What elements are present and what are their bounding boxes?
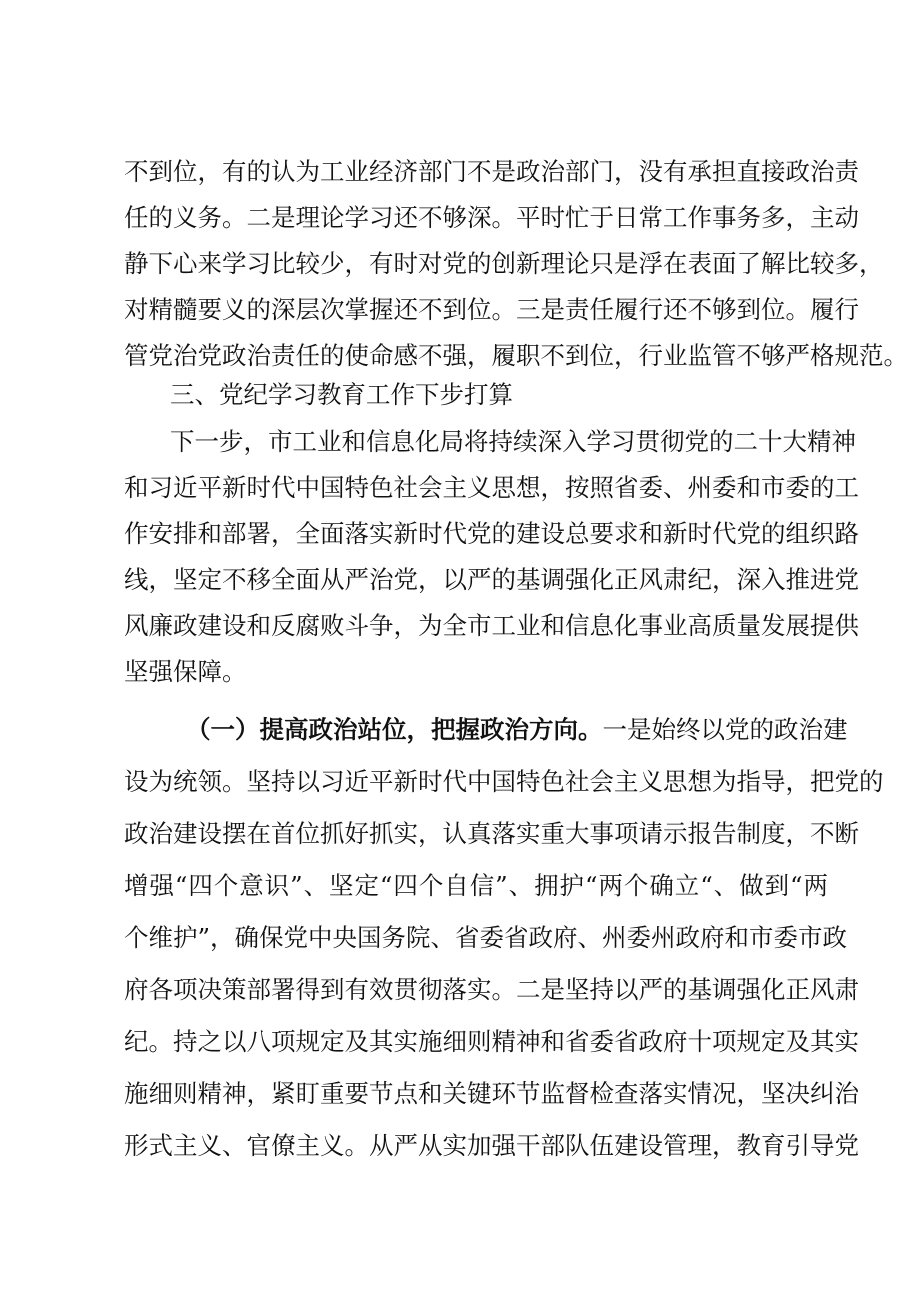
paragraph-line: 和习近平新时代中国特色社会主义思想，按照省委、州委和市委的工 bbox=[124, 473, 859, 502]
subsection-first-line-rest: 一是始终以党的政治建 bbox=[602, 715, 848, 744]
section-heading: 三、党纪学习教育工作下步打算 bbox=[170, 380, 513, 409]
paragraph-line: 风廉政建设和反腐败斗争，为全市工业和信息化事业高质量发展提供 bbox=[124, 611, 859, 640]
paragraph-line: 静下心来学习比较少，有时对党的创新理论只是浮在表面了解比较多， bbox=[124, 249, 884, 278]
paragraph-line: 增强“四个意识”、坚定“四个自信”、拥护“两个确立“、做到“两 bbox=[124, 871, 828, 900]
paragraph-line: 形式主义、官僚主义。从严从实加强干部队伍建设管理，教育引导党 bbox=[124, 1131, 859, 1160]
paragraph-line: 不到位，有的认为工业经济部门不是政治部门，没有承担直接政治责 bbox=[124, 157, 859, 186]
subsection-first-line bbox=[186, 713, 848, 747]
paragraph-line: 坚强保障。 bbox=[124, 657, 247, 686]
paragraph-line: 纪。持之以八项规定及其实施细则精神和省委省政府十项规定及其实 bbox=[124, 1027, 859, 1056]
paragraph-line: 对精髓要义的深层次掌握还不到位。三是责任履行还不够到位。履行 bbox=[124, 295, 859, 324]
paragraph-line: 政治建设摆在首位抓好抓实，认真落实重大事项请示报告制度，不断 bbox=[124, 819, 859, 848]
paragraph-line: 线，坚定不移全面从严治党，以严的基调强化正风肃纪，深入推进党 bbox=[124, 565, 859, 594]
paragraph-line: 设为统领。坚持以习近平新时代中国特色社会主义思想为指导，把党的 bbox=[124, 767, 884, 796]
paragraph-line: 施细则精神，紧盯重要节点和关键环节监督检查落实情况，坚决纠治 bbox=[124, 1079, 859, 1108]
subsection-title: （一）提高政治站位，把握政治方向。 bbox=[186, 715, 603, 744]
paragraph-line: 下一步，市工业和信息化局将持续深入学习贯彻党的二十大精神 bbox=[170, 427, 856, 456]
paragraph-line: 任的义务。二是理论学习还不够深。平时忙于日常工作事务多，主动 bbox=[124, 203, 859, 232]
paragraph-line: 个维护”，确保党中央国务院、省委省政府、州委州政府和市委市政 bbox=[124, 923, 848, 952]
paragraph-line: 作安排和部署，全面落实新时代党的建设总要求和新时代党的组织路 bbox=[124, 519, 859, 548]
paragraph-line: 管党治党政治责任的使命感不强，履职不到位，行业监管不够严格规范。 bbox=[124, 341, 908, 370]
paragraph-line: 府各项决策部署得到有效贯彻落实。二是坚持以严的基调强化正风肃 bbox=[124, 975, 859, 1004]
